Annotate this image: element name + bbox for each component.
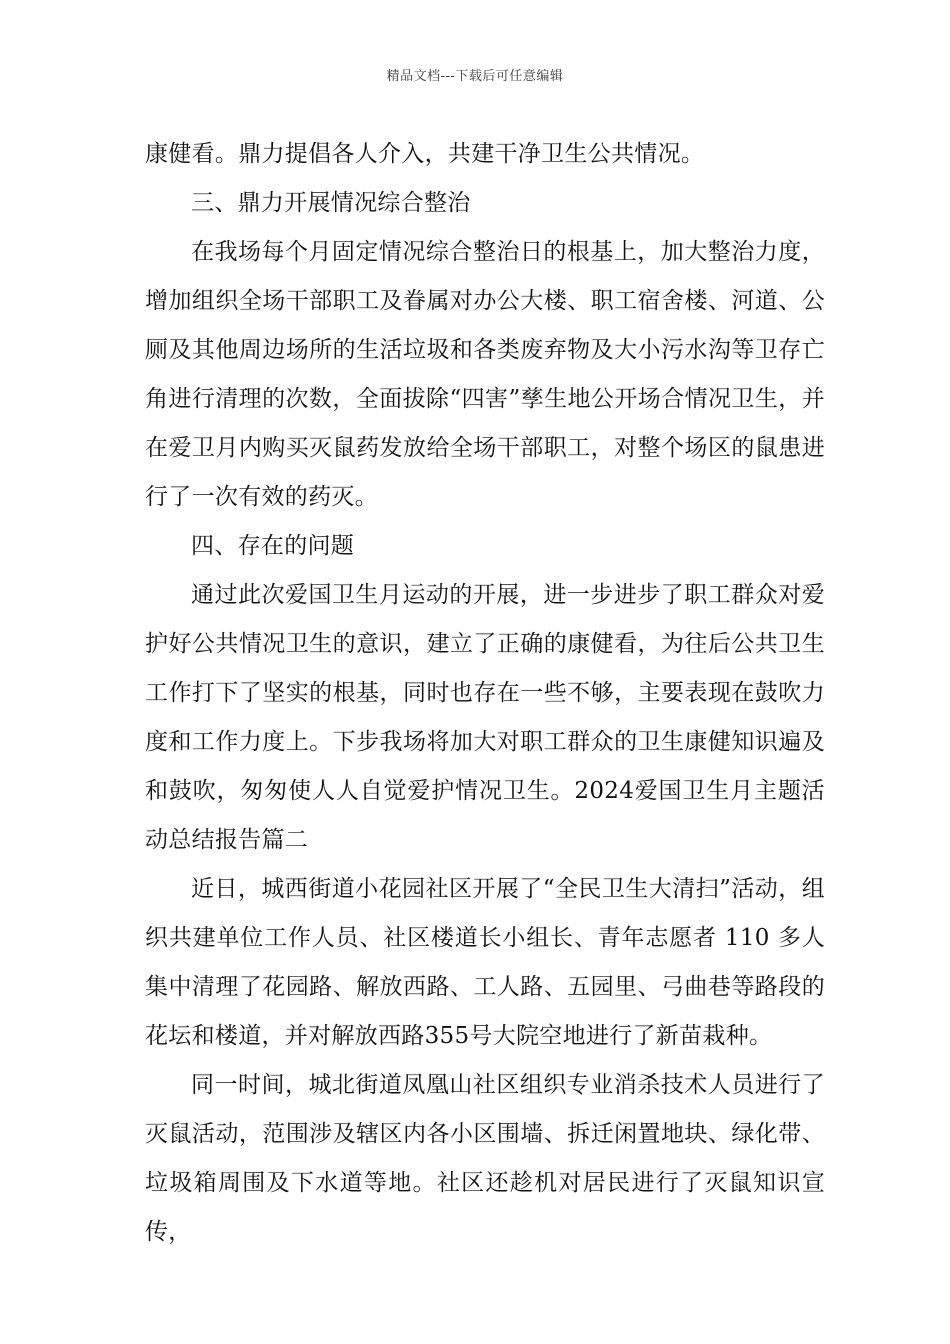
section-heading-3: 三、鼎力开展情况综合整治 [191, 190, 471, 216]
paragraph-rodent-control: 同一时间，城北街道凤凰山社区组织专业消杀技术人员进行了灭鼠活动，范围涉及辖区内各小区围墙、拆迁闲置地块、绿化带、垃圾箱周围及下水道等地。社区还趁机对居民进行了灭鼠知识宣传， [145, 1072, 825, 1245]
page-header: 精品文档---下载后可任意编辑 [386, 69, 564, 84]
paragraph-cleanup-activity: 近日，城西街道小花园社区开展了“全民卫生大清扫”活动，组织共建单位工作人员、社区楼道长小组长、青年志愿者 110 多人集中清理了花园路、解放西路、工人路、五园里、弓曲巷等路段的花坛和楼道，并对解放西路355号大院空地进行了新苗栽种。 [145, 876, 825, 1049]
paragraph-rectification: 在我场每个月固定情况综合整治日的根基上，加大整治力度，增加组织全场干部职工及眷属对办公大楼、职工宿舍楼、河道、公厕及其他周边场所的生活垃圾和各类废弃物及大小污水沟等卫存亡角进行清理的次数，全面拔除“四害”孳生地公开场合情况卫生，并在爱卫月内购买灭鼠药发放给全场干部职工，对整个场区的鼠患进行了一次有效的药灭。 [145, 239, 825, 510]
document-body [145, 130, 825, 1257]
paragraph-continuation: 康健看。鼎力提倡各人介入，共建干净卫生公共情况。 [145, 141, 705, 167]
section-heading-4: 四、存在的问题 [191, 533, 355, 559]
paragraph-problems: 通过此次爱国卫生月运动的开展，进一步进步了职工群众对爱护好公共情况卫生的意识，建立了正确的康健看，为往后公共卫生工作打下了坚实的根基，同时也存在一些不够，主要表现在鼓吹力度和工作力度上。下步我场将加大对职工群众的卫生康健知识遍及和鼓吹，匆匆使人人自觉爱护情况卫生。2024爱国卫生月主题活动总结报告篇二 [145, 582, 825, 853]
